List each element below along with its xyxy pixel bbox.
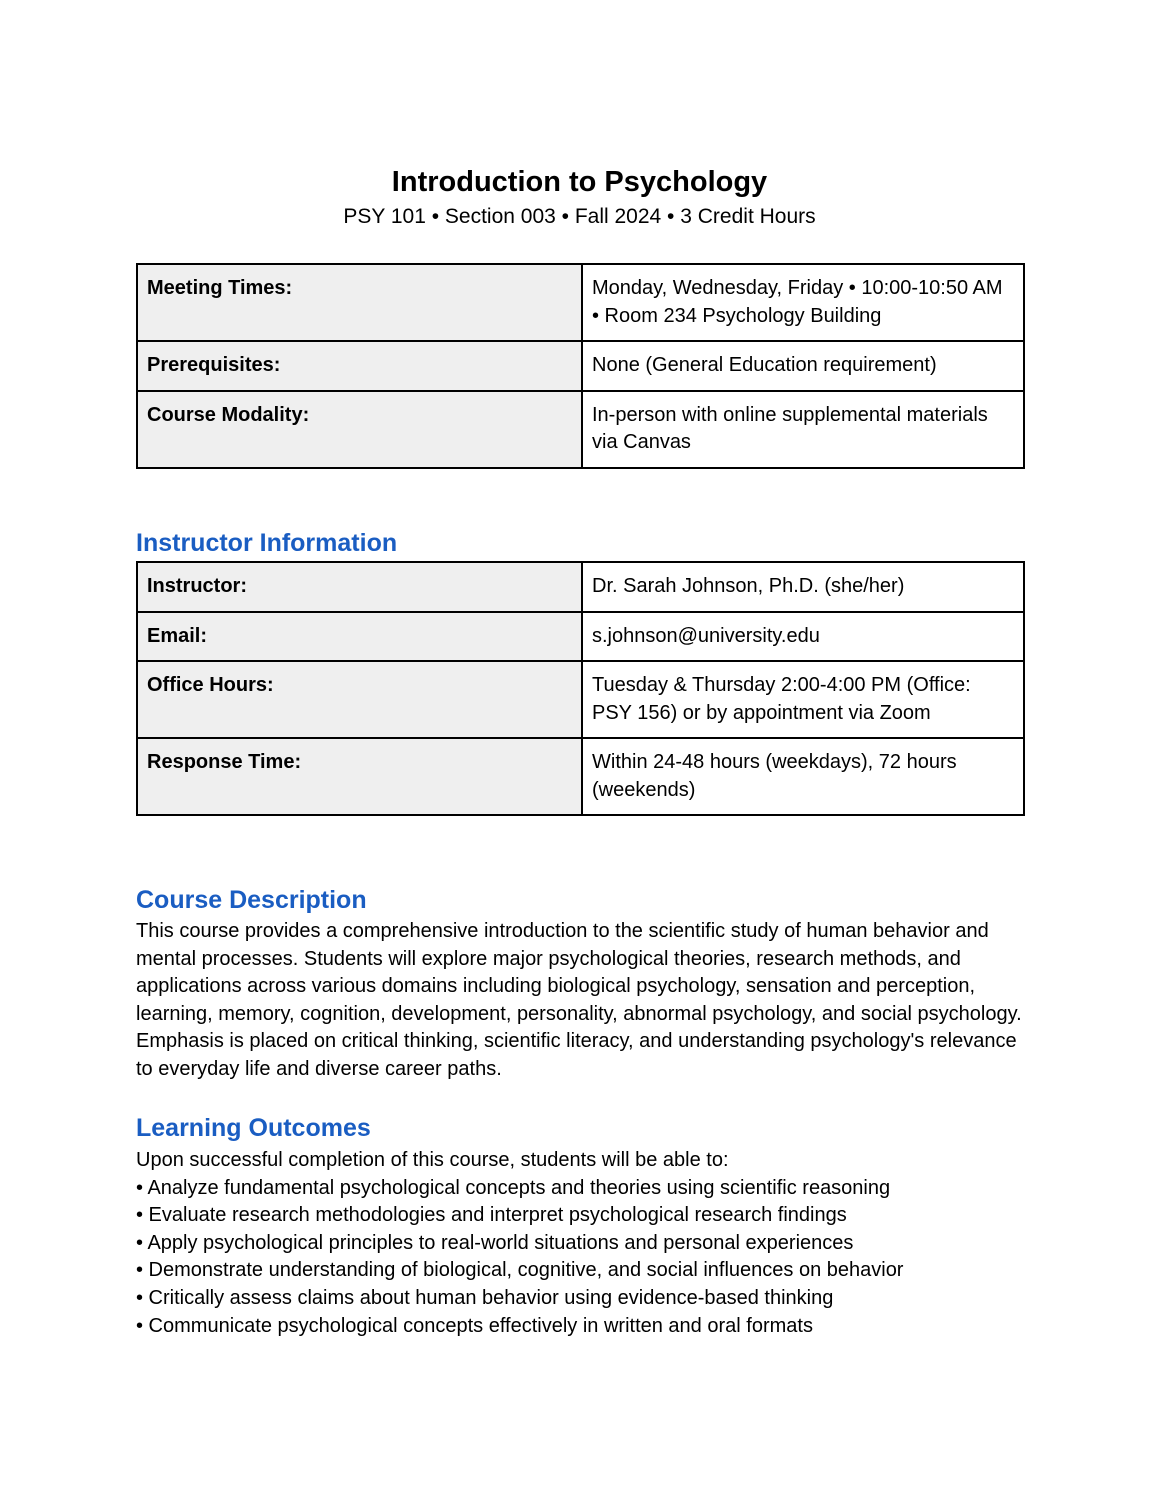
row-label: Email: [137, 612, 582, 662]
row-value: Tuesday & Thursday 2:00-4:00 PM (Office: PSY 156) or by appointment via Zoom [582, 661, 1024, 738]
description-heading: Course Description [136, 886, 367, 914]
table-row [137, 562, 1024, 612]
list-item: • Communicate psychological concepts effectively in written and oral formats [136, 1314, 813, 1337]
list-item: • Demonstrate understanding of biological, cognitive, and social influences on behavior [136, 1259, 904, 1282]
row-value: None (General Education requirement) [582, 341, 1024, 391]
outcomes-intro: Upon successful completion of this course, students will be able to: [136, 1149, 729, 1171]
table-row [137, 391, 1024, 468]
table-row [137, 612, 1024, 662]
row-label: Course Modality: [137, 391, 582, 468]
row-value: In-person with online supplemental materials via Canvas [582, 391, 1024, 468]
outcomes-block [136, 1147, 1026, 1340]
table-row [137, 738, 1024, 815]
row-label: Prerequisites: [137, 341, 582, 391]
list-item: • Apply psychological principles to real-world situations and personal experiences [136, 1231, 854, 1254]
course-info-table [136, 263, 1025, 469]
instructor-heading: Instructor Information [136, 529, 398, 557]
instructor-info-table [136, 561, 1025, 816]
list-item: • Critically assess claims about human behavior using evidence-based thinking [136, 1286, 834, 1309]
outcomes-heading: Learning Outcomes [136, 1114, 371, 1142]
row-label: Meeting Times: [137, 264, 582, 341]
table-row [137, 264, 1024, 341]
row-value: Monday, Wednesday, Friday • 10:00-10:50 AM • Room 234 Psychology Building [582, 264, 1024, 341]
table-row [137, 661, 1024, 738]
list-item: • Analyze fundamental psychological concepts and theories using scientific reasoning [136, 1176, 891, 1199]
description-text: This course provides a comprehensive introduction to the scientific study of human behavior and mental processes. Students will explore major psychological theories, research methods, and applications across various domains including biological psychology, sensation and perception, learning, memory, cognition, development, personality, abnormal psychology, and social psychology. Emphasis is placed on critical thinking, scientific literacy, and understanding psychology's relevance to everyday life and diverse career paths. [136, 920, 1022, 1080]
course-subtitle: PSY 101 • Section 003 • Fall 2024 • 3 Credit Hours [343, 205, 816, 228]
row-label: Instructor: [137, 562, 582, 612]
page-title: Introduction to Psychology [391, 166, 768, 198]
outcomes-list [136, 1175, 1026, 1341]
table-row [137, 341, 1024, 391]
row-value: Dr. Sarah Johnson, Ph.D. (she/her) [582, 562, 1024, 612]
row-value: Within 24-48 hours (weekdays), 72 hours (weekends) [582, 738, 1024, 815]
row-label: Office Hours: [137, 661, 582, 738]
email-value: s.johnson@university.edu [582, 612, 1024, 662]
row-label: Response Time: [137, 738, 582, 815]
list-item: • Evaluate research methodologies and interpret psychological research findings [136, 1204, 847, 1227]
